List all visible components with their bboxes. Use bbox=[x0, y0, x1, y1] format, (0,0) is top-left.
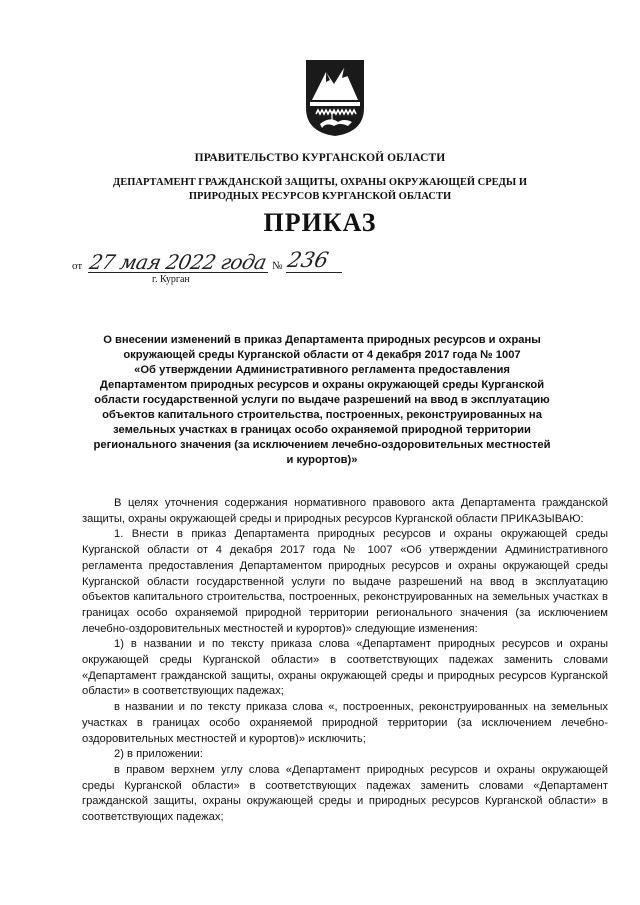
body-paragraph: в названии и по тексту приказа слова «, построенных, реконструированных на земельных участках в границах особо охраняемой природной территории (за исключением лечебно-оздоровительных местностей и курортов)» исключить; bbox=[82, 701, 608, 745]
body-paragraph: В целях уточнения содержания нормативного правового акта Департамента гражданской защиты, охраны окружающей среды и природных ресурсов Курганской области ПРИКАЗЫВАЮ: bbox=[82, 497, 608, 525]
subject-line: О внесении изменений в приказ Департамента природных ресурсов и охраны bbox=[103, 334, 541, 346]
date-number-row bbox=[72, 250, 392, 280]
date-prefix: от bbox=[72, 260, 83, 272]
number-prefix: № bbox=[272, 260, 283, 272]
coat-of-arms-emblem bbox=[304, 58, 366, 138]
department-name bbox=[0, 176, 640, 204]
city-label: г. Курган bbox=[152, 274, 190, 285]
order-body bbox=[82, 496, 608, 826]
subject-line: области государственной услуги по выдаче разрешений на ввод в эксплуатацию bbox=[94, 394, 550, 406]
subject-line: регионального значения (за исключением лечебно-оздоровительных местностей bbox=[93, 439, 551, 451]
date-underline bbox=[88, 272, 268, 273]
subject-line: Департаментом природных ресурсов и охраны окружающей среды Курганской bbox=[99, 379, 545, 391]
body-paragraph: 2) в приложении: bbox=[114, 748, 203, 761]
body-paragraph: 1) в названии и по тексту приказа слова «Департамент природных ресурсов и охраны окружающей среды Курганской области» в соответствующих падежах заменить словами «Департамент гражданской защиты, охраны окружающей среды и природных ресурсов Курганской области» в соответствующих падежах; bbox=[82, 638, 608, 698]
subject-line: земельных участках в границах особо охраняемой природной территории bbox=[113, 424, 531, 436]
subject-line: окружающей среды Курганской области от 4 декабря 2017 года № 1007 bbox=[123, 349, 521, 361]
body-paragraph: 1. Внести в приказ Департамента природных ресурсов и охраны окружающей среды Курганской области от 4 декабря 2017 года № 1007 «Об утверждении Административного регламента предоставления Департаментом природных ресурсов и охраны окружающей среды Курганской области государственной услуги по выдаче разрешений на ввод в эксплуатацию объектов капитального строительства, построенных, реконструированных на земельных участках в границах особо охраняемой природной территории регионального значения (за исключением лечебно-оздоровительных местностей и курортов)» следующие изменения: bbox=[82, 528, 608, 635]
subject-line: и курортов)» bbox=[286, 454, 358, 466]
subject-line: объектов капитального строительства, построенных, реконструированных на bbox=[102, 409, 542, 421]
handwritten-number: 236 bbox=[285, 248, 331, 272]
document-type-title: ПРИКАЗ bbox=[263, 208, 377, 237]
department-line-1: ДЕПАРТАМЕНТ ГРАЖДАНСКОЙ ЗАЩИТЫ, ОХРАНЫ ОКРУЖАЮЩЕЙ СРЕДЫ И bbox=[112, 177, 528, 188]
handwritten-date: 27 мая 2022 года bbox=[87, 250, 269, 274]
subject-line: «Об утверждении Административного регламента предоставления bbox=[134, 364, 510, 376]
order-subject bbox=[72, 333, 572, 468]
department-line-2: ПРИРОДНЫХ РЕСУРСОВ КУРГАНСКОЙ ОБЛАСТИ bbox=[188, 191, 452, 202]
number-underline bbox=[286, 272, 342, 273]
body-paragraph: в правом верхнем углу слова «Департамент природных ресурсов и охраны окружающей среды Курганской области» в соответствующих падежах заменить словами «Департамент гражданской защиты, охраны окружающей среды и природных ресурсов Курганской области» в соответствующих падежах; bbox=[82, 763, 608, 824]
government-title: ПРАВИТЕЛЬСТВО КУРГАНСКОЙ ОБЛАСТИ bbox=[194, 152, 446, 164]
